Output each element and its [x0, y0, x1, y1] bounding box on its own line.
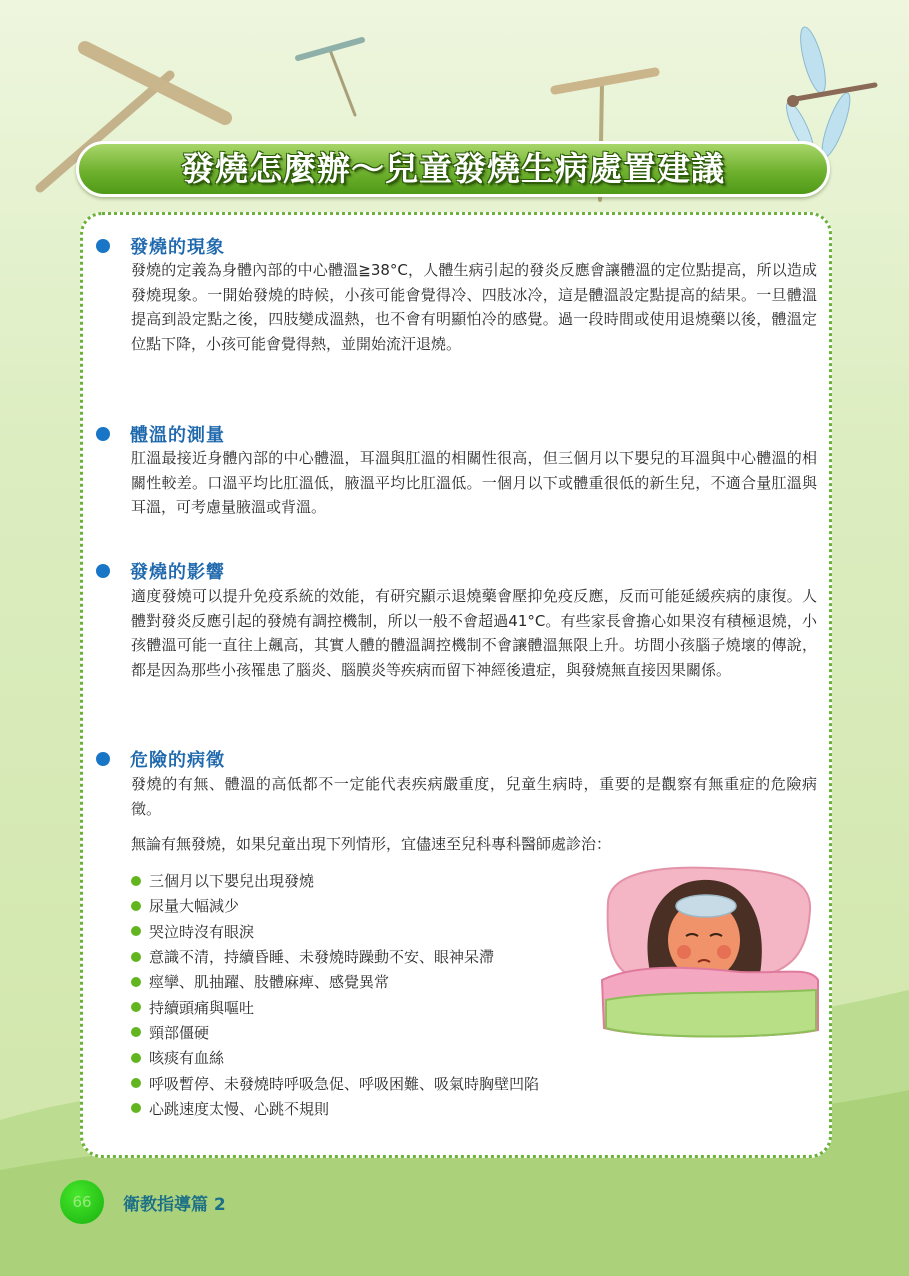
bullet-icon	[131, 876, 141, 886]
bullet-icon	[131, 1078, 141, 1088]
list-item-text: 尿量大幅減少	[149, 897, 240, 916]
section-heading-temperature-measurement	[96, 421, 225, 447]
list-item	[131, 919, 539, 944]
section-heading-danger-signs	[96, 746, 225, 772]
list-item-text: 痙攣、肌抽躍、肢體麻痺、感覺異常	[149, 973, 390, 992]
bullet-icon	[131, 1053, 141, 1063]
list-item	[131, 1096, 539, 1121]
section-title: 危險的病徵	[130, 750, 225, 771]
list-item	[131, 868, 539, 893]
list-item	[131, 1020, 539, 1045]
bullet-icon	[131, 1002, 141, 1012]
bullet-icon	[131, 977, 141, 987]
list-item	[131, 944, 539, 969]
bullet-icon	[96, 752, 110, 766]
list-item-text: 持續頭痛與嘔吐	[149, 998, 255, 1017]
footer-section-label: 衛教指導篇 2	[123, 1195, 226, 1215]
list-item-text: 咳痰有血絲	[149, 1049, 225, 1068]
list-item	[131, 994, 539, 1019]
list-item-text: 意識不清，持續昏睡、未發燒時躁動不安、眼神呆滯	[149, 948, 495, 967]
list-item	[131, 1045, 539, 1070]
sick-child-illustration	[600, 862, 822, 1040]
section-heading-fever-phenomenon	[96, 233, 225, 259]
bullet-icon	[96, 564, 110, 578]
section-heading-fever-effects	[96, 558, 225, 584]
paragraph: 發燒的定義為身體內部的中心體溫≧38°C，人體生病引起的發炎反應會讓體溫的定位點提高，所以造成發燒現象。一開始發燒的時候，小孩可能會覺得冷、四肢冰冷，這是體溫設定點提高的結果。一旦體溫提高到設定點之後，四肢變成溫熱，也不會有明顯怕冷的感覺。過一段時間或使用退燒藥以後，體溫定位點下降，小孩可能會覺得熱，並開始流汗退燒。	[131, 261, 817, 353]
list-item-text: 心跳速度太慢、心跳不規則	[149, 1099, 330, 1118]
paragraph: 無論有無發燒，如果兒童出現下列情形，宜儘速至兒科專科醫師處診治：	[131, 835, 612, 853]
list-item-text: 三個月以下嬰兒出現發燒	[149, 872, 315, 891]
section-title: 體溫的測量	[130, 425, 225, 446]
list-item-text: 呼吸暫停、未發燒時呼吸急促、呼吸困難、吸氣時胸壁凹陷	[149, 1074, 540, 1093]
bullet-icon	[131, 1027, 141, 1037]
bullet-icon	[131, 901, 141, 911]
list-item	[131, 969, 539, 994]
list-item-text: 哭泣時沒有眼淚	[149, 922, 255, 941]
list-item	[131, 1070, 539, 1095]
list-item	[131, 893, 539, 918]
bullet-icon	[131, 952, 141, 962]
list-item-text: 頸部僵硬	[149, 1023, 210, 1042]
danger-signs-list	[131, 868, 539, 1121]
paragraph: 發燒的有無、體溫的高低都不一定能代表疾病嚴重度，兒童生病時，重要的是觀察有無重症的危險病徵。	[131, 775, 817, 818]
paragraph: 肛溫最接近身體內部的中心體溫，耳溫與肛溫的相關性很高，但三個月以下嬰兒的耳溫與中心體溫的相關性較差。口溫平均比肛溫低，腋溫平均比肛溫低。一個月以下或體重很低的新生兒，不適合量肛溫與耳溫，可考慮量腋溫或背溫。	[131, 449, 817, 516]
section-title: 發燒的影響	[130, 562, 225, 583]
bullet-icon	[96, 427, 110, 441]
paragraph: 適度發燒可以提升免疫系統的效能，有研究顯示退燒藥會壓抑免疫反應，反而可能延緩疾病的康復。人體對發炎反應引起的發燒有調控機制，所以一般不會超過41°C。有些家長會擔心如果沒有積極退燒，小孩體溫可能一直往上飆高，其實人體的體溫調控機制不會讓體溫無限上升。坊間小孩腦子燒壞的傳說，都是因為那些小孩罹患了腦炎、腦膜炎等疾病而留下神經後遺症，與發燒無直接因果關係。	[131, 587, 817, 679]
bullet-icon	[96, 239, 110, 253]
page-title: 發燒怎麼辦～兒童發燒生病處置建議	[181, 149, 725, 188]
bullet-icon	[131, 926, 141, 936]
title-banner	[76, 141, 830, 197]
section-title: 發燒的現象	[130, 237, 225, 258]
page-number-badge: 66	[60, 1180, 104, 1224]
bullet-icon	[131, 1103, 141, 1113]
